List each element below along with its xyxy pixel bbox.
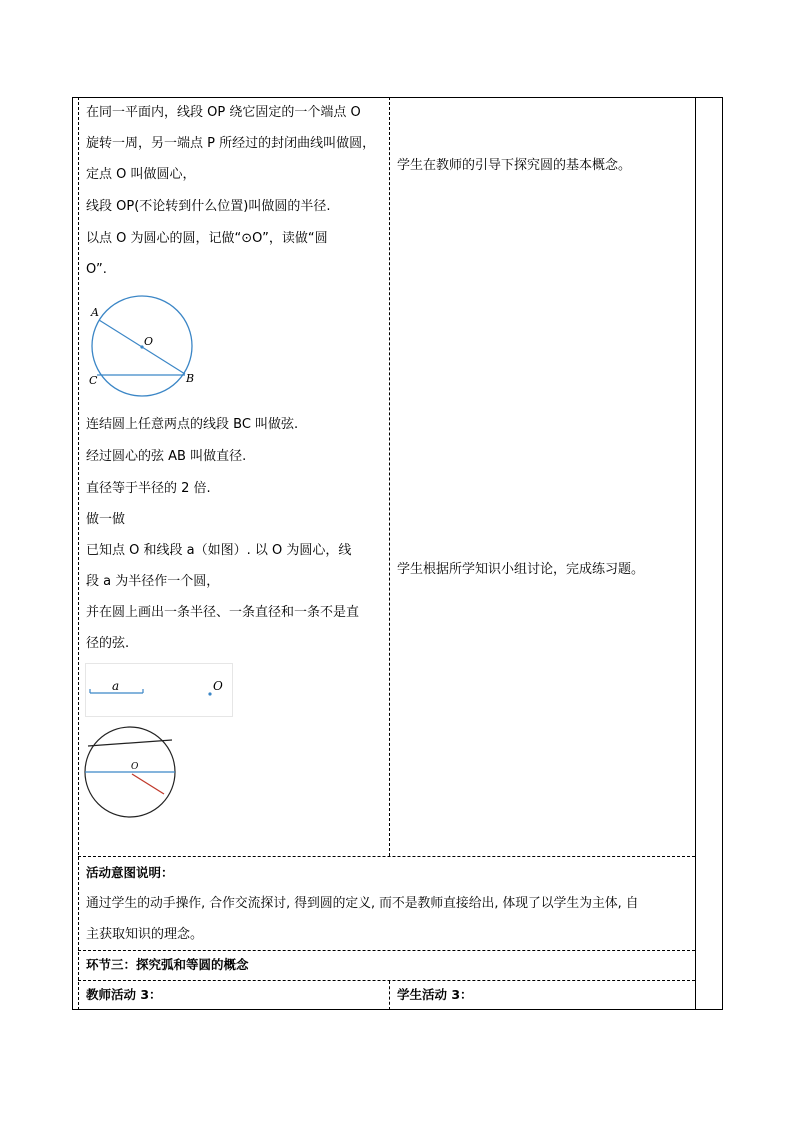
table-top-border	[72, 97, 723, 98]
notation-line-1: 以点 O 为圆心的圆，记做“⊙O”，读做“圆	[86, 231, 328, 246]
table-left-inner-dashed	[78, 97, 79, 1010]
point-o	[208, 692, 211, 695]
table-column-divider	[389, 97, 390, 856]
exercise-line-1: 已知点 O 和线段 a（如图）. 以 O 为圆心，线	[86, 543, 352, 558]
radius-line	[132, 774, 164, 794]
exercise-heading: 做一做	[86, 512, 126, 527]
student-activity-note-1: 学生在教师的引导下探究圆的基本概念。	[397, 158, 632, 173]
exercise-line-3: 并在圆上画出一条半径、一条直径和一条不是直	[86, 605, 360, 620]
diameter-radius-relation: 直径等于半径的 2 倍.	[86, 481, 211, 496]
radius-definition: 线段 OP(不论转到什么位置)叫做圆的半径.	[86, 199, 331, 214]
row-divider-activities	[78, 980, 695, 981]
row-divider-intent	[78, 856, 695, 857]
label-segment-a: a	[112, 679, 120, 693]
label-o: O	[144, 335, 154, 348]
table-right-border	[722, 97, 723, 1010]
definition-line-2: 旋转一周，另一端点 P 所经过的封闭曲线叫做圆，	[86, 136, 376, 151]
notation-line-2: O”.	[86, 262, 107, 277]
table-left-border	[72, 97, 73, 1010]
segment-figure	[85, 663, 233, 717]
section3-title: 环节三：探究弧和等圆的概念	[86, 957, 249, 972]
student-activity-note-2: 学生根据所学知识小组讨论，完成练习题。	[397, 562, 645, 577]
definition-line-1: 在同一平面内，线段 OP 绕它固定的一个端点 O	[86, 105, 361, 120]
label-center-o: O	[131, 762, 139, 772]
diameter-definition: 经过圆心的弦 AB 叫做直径.	[86, 449, 247, 464]
intent-body-line-1: 通过学生的动手操作, 合作交流探讨, 得到圆的定义, 而不是教师直接给出, 体现了以学生为主体, 自	[86, 896, 639, 911]
circle-figure-2	[84, 725, 178, 819]
row-divider-section3	[78, 950, 695, 951]
exercise-line-2: 段 a 为半径作一个圆，	[86, 574, 220, 589]
label-c: C	[89, 374, 98, 387]
exercise-line-4: 径的弦.	[86, 636, 130, 651]
circle-figure-1	[84, 296, 200, 390]
chord-definition: 连结圆上任意两点的线段 BC 叫做弦.	[86, 417, 299, 432]
definition-line-3: 定点 O 叫做圆心，	[86, 167, 196, 182]
label-a: A	[91, 306, 99, 319]
intent-body-line-2: 主获取知识的理念。	[86, 927, 204, 942]
non-diameter-chord	[88, 740, 172, 746]
intent-title: 活动意图说明：	[86, 865, 174, 880]
table-column-divider-bottom	[389, 981, 390, 1010]
table-bottom-border	[72, 1009, 723, 1010]
student-activity-3: 学生活动 3：	[397, 987, 473, 1002]
label-b: B	[186, 372, 195, 385]
label-point-o: O	[213, 679, 223, 693]
table-inner-right-line	[695, 97, 696, 1010]
teacher-activity-3: 教师活动 3：	[86, 987, 162, 1002]
